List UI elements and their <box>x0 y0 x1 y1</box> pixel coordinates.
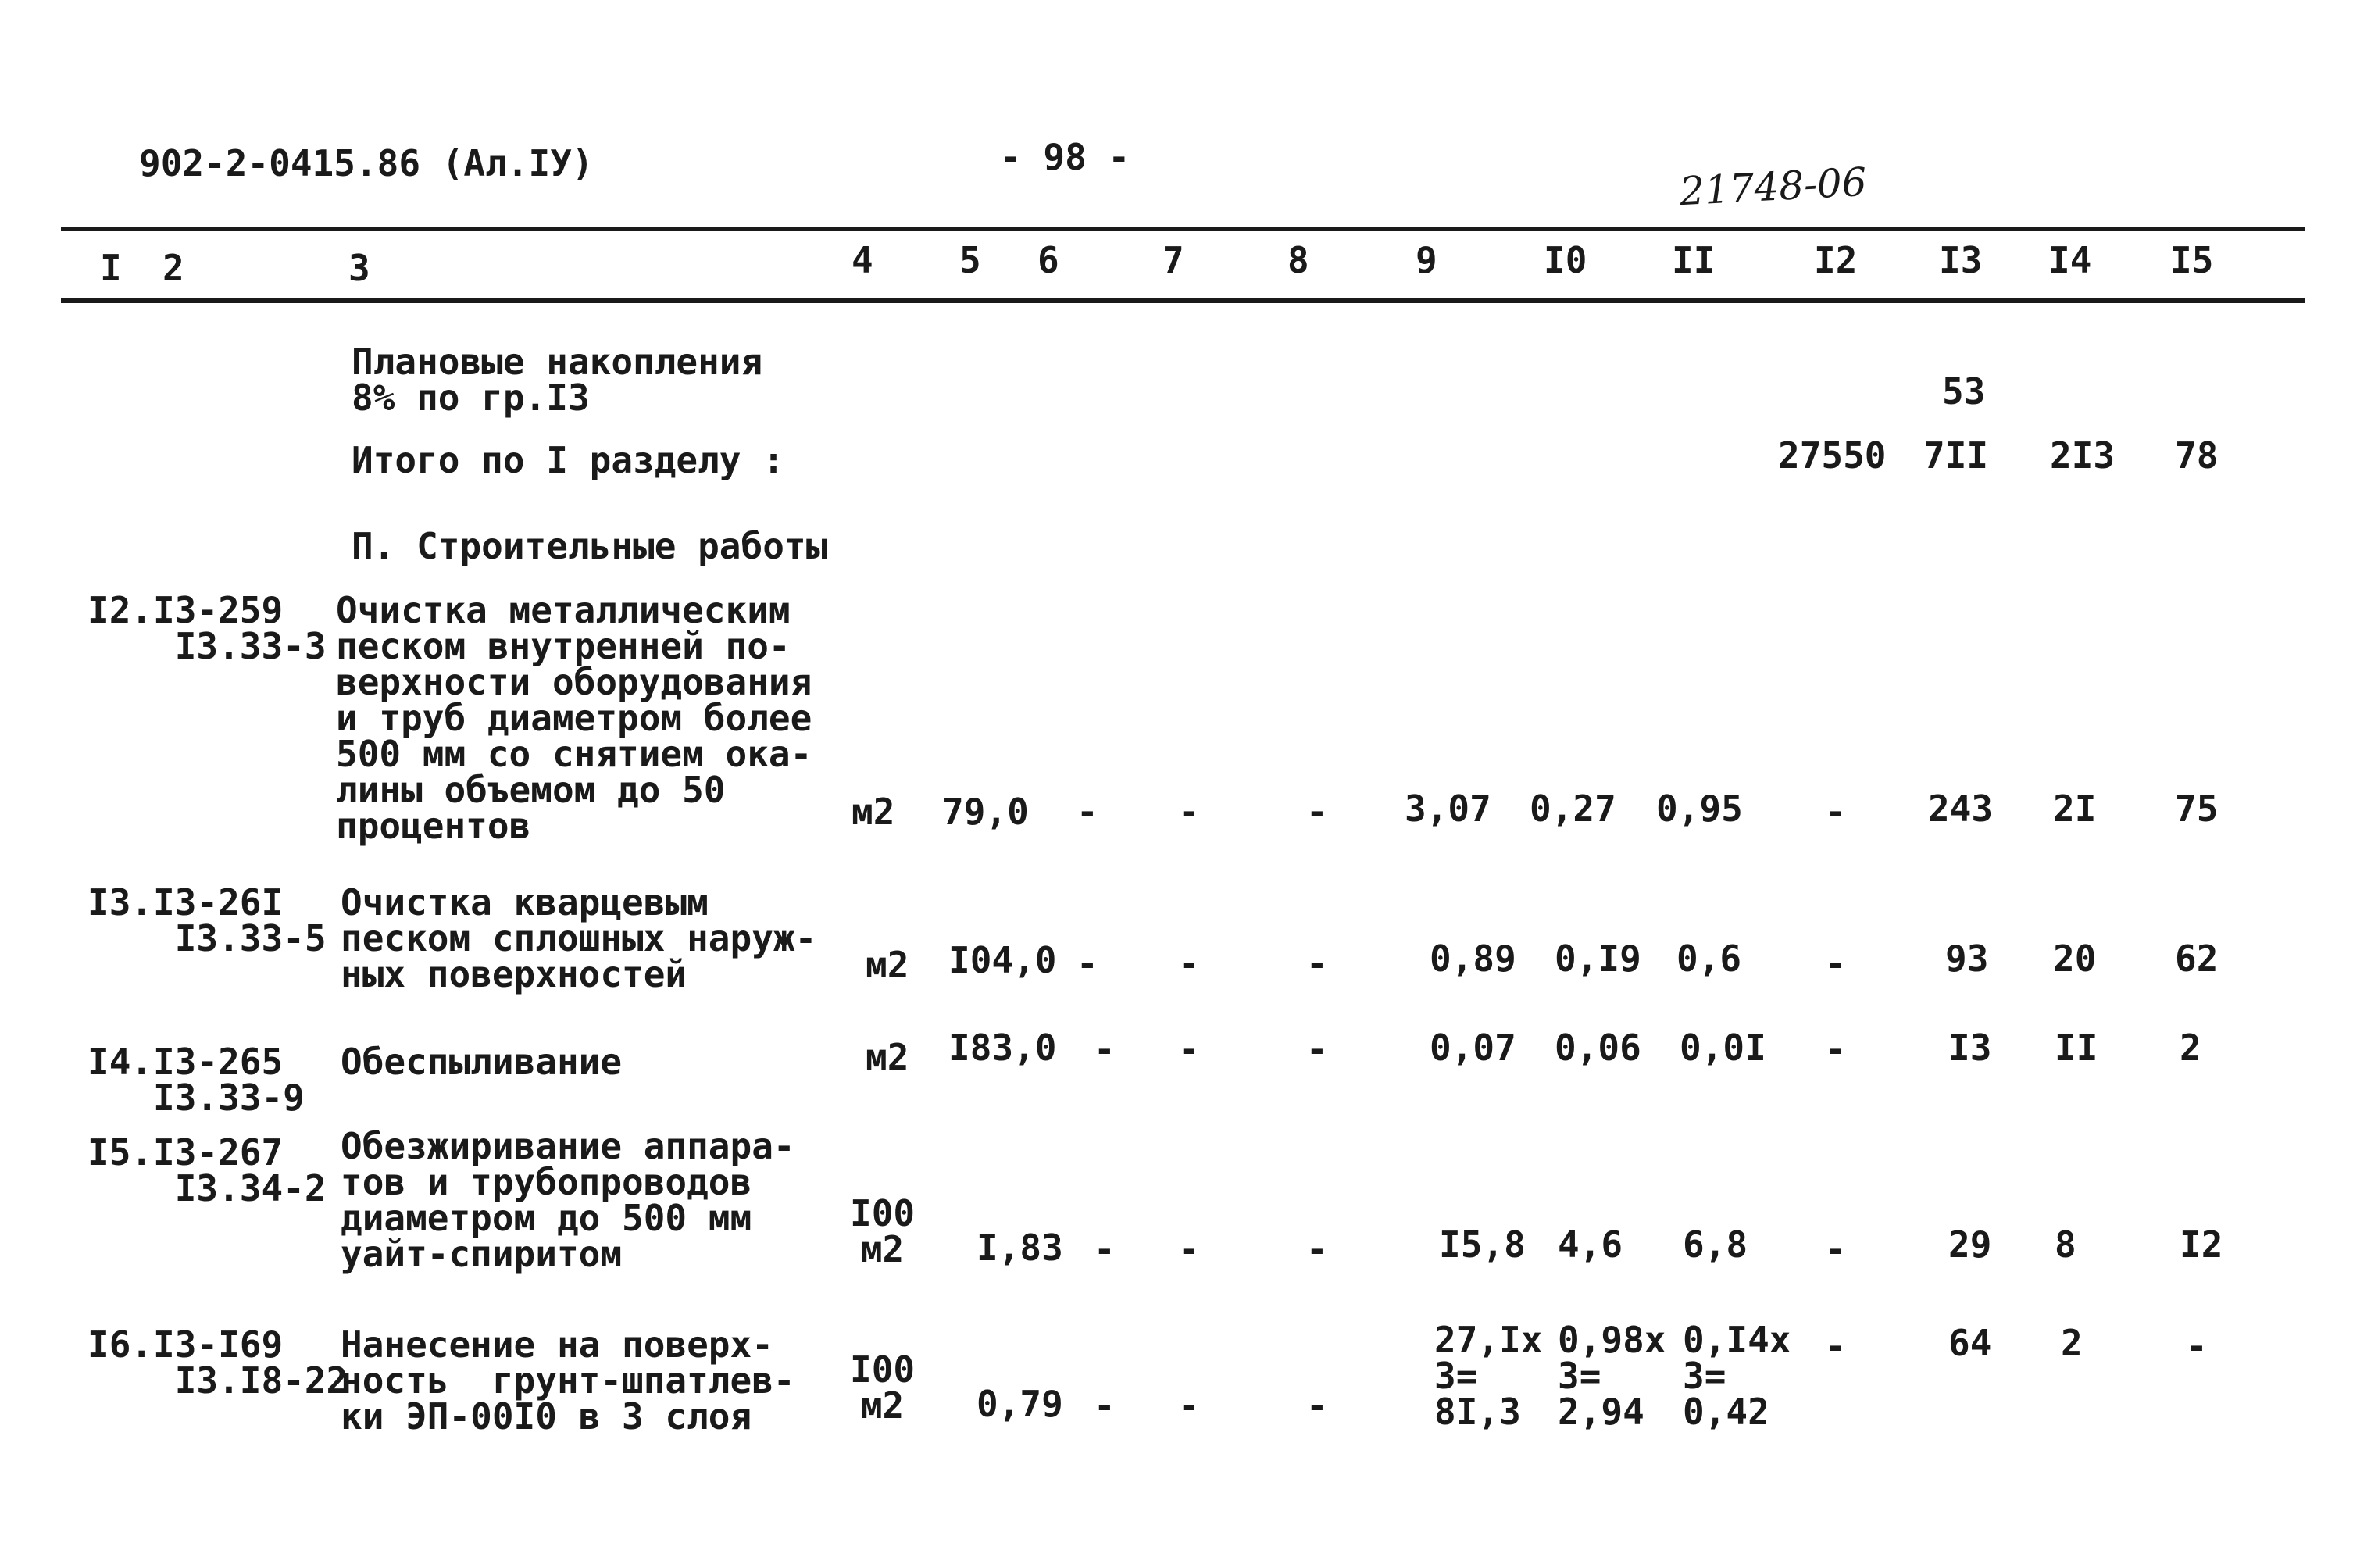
row-number: I5. <box>87 1131 153 1173</box>
column-header: 7 <box>1162 239 1184 281</box>
planned-savings-c13: 53 <box>1942 370 1986 413</box>
row-c8: - <box>1306 791 1328 833</box>
row-c7: - <box>1178 1028 1200 1070</box>
row-c7: - <box>1178 942 1200 984</box>
row-c13: 93 <box>1945 938 1989 980</box>
row-description: Нанесение на поверх- ность грунт-шпатлев- ки ЭП-00I0 в 3 слоя <box>341 1323 795 1438</box>
section-total-c15: 78 <box>2175 434 2219 477</box>
column-header: 2 <box>162 247 184 289</box>
row-c10: 0,27 <box>1530 788 1616 830</box>
row-c15: I2 <box>2180 1223 2223 1266</box>
section-total-c12: 27550 <box>1778 434 1887 477</box>
row-c13: 64 <box>1948 1322 1992 1364</box>
header-bottom-rule <box>61 298 2305 303</box>
row-unit: I00 м2 <box>850 1192 916 1270</box>
row-c7: - <box>1178 791 1200 833</box>
row-unit: м2 <box>866 1036 909 1078</box>
row-c9: 0,89 <box>1430 938 1516 980</box>
row-c15: 62 <box>2175 938 2219 980</box>
row-c9: 0,07 <box>1430 1027 1516 1069</box>
column-header: 5 <box>959 239 981 281</box>
section-total-label: Итого по I разделу : <box>352 439 784 481</box>
row-number: I2. <box>87 589 153 631</box>
row-c8: - <box>1306 1384 1328 1427</box>
column-header: I3 <box>1939 239 1983 281</box>
row-c12: - <box>1825 791 1847 833</box>
row-description: Очистка кварцевым песком сплошных наруж- ных поверхностей <box>341 881 817 995</box>
row-quantity: 79,0 <box>942 791 1029 833</box>
row-c12: - <box>1825 1028 1847 1070</box>
row-unit: I00 м2 <box>850 1348 916 1427</box>
row-code: I3-265 I3.33-9 <box>153 1041 305 1119</box>
row-c13: 29 <box>1948 1223 1992 1266</box>
row-description: Обезжиривание аппара- тов и трубопроводов диаметром до 500 мм уайт-спиритом <box>341 1125 795 1275</box>
column-header: 4 <box>852 239 873 281</box>
row-c15: - <box>2186 1325 2208 1367</box>
row-code: I3-26I I3.33-5 <box>153 881 327 959</box>
row-c11: 0,I4х 3= 0,42 <box>1683 1319 1791 1433</box>
row-code: I3-259 I3.33-3 <box>153 589 327 667</box>
row-c11: 6,8 <box>1683 1223 1748 1266</box>
row-description: Обеспыливание <box>341 1041 623 1083</box>
row-c14: 2 <box>2061 1322 2083 1364</box>
row-number: I4. <box>87 1041 153 1083</box>
row-c7: - <box>1178 1228 1200 1270</box>
row-c6: - <box>1077 942 1098 984</box>
row-description: Очистка металлическим песком внутренней по- верхности оборудования и труб диаметром более 500 мм со снятием ока- лины объемом до 50 процентов <box>336 589 812 847</box>
row-code: I3-I69 I3.I8-22 <box>153 1323 348 1402</box>
row-c9: 27,Iх 3= 8I,3 <box>1434 1319 1543 1433</box>
header-top-rule <box>61 227 2305 231</box>
inventory-number: 21748-06 <box>1678 159 1868 215</box>
column-header: I <box>100 247 122 289</box>
column-header: 6 <box>1037 239 1059 281</box>
row-unit: м2 <box>866 944 909 986</box>
row-c7: - <box>1178 1384 1200 1427</box>
row-c6: - <box>1094 1028 1116 1070</box>
column-header: II <box>1672 239 1716 281</box>
row-c10: 0,98х 3= 2,94 <box>1558 1319 1666 1433</box>
row-c6: - <box>1094 1384 1116 1427</box>
column-header: I2 <box>1814 239 1858 281</box>
planned-savings-label: Плановые накопления 8% по гр.I3 <box>352 341 763 419</box>
row-c10: 4,6 <box>1558 1223 1623 1266</box>
column-header: 9 <box>1416 239 1437 281</box>
row-c12: - <box>1825 942 1847 984</box>
row-c10: 0,I9 <box>1555 938 1641 980</box>
row-c13: 243 <box>1928 788 1994 830</box>
row-c11: 0,6 <box>1676 938 1742 980</box>
row-c14: 2I <box>2053 788 2097 830</box>
row-c12: - <box>1825 1228 1847 1270</box>
row-c9: I5,8 <box>1439 1223 1526 1266</box>
row-quantity: I04,0 <box>948 939 1057 981</box>
column-header: 3 <box>348 247 370 289</box>
row-c8: - <box>1306 942 1328 984</box>
row-c6: - <box>1094 1228 1116 1270</box>
section-total-c13: 7II <box>1923 434 1989 477</box>
column-header: I5 <box>2170 239 2214 281</box>
row-unit: м2 <box>852 791 895 833</box>
section-total-c14: 2I3 <box>2050 434 2116 477</box>
row-c10: 0,06 <box>1555 1027 1641 1069</box>
row-c11: 0,0I <box>1680 1027 1766 1069</box>
row-c12: - <box>1825 1325 1847 1367</box>
row-c8: - <box>1306 1228 1328 1270</box>
page-number: - 98 - <box>1000 136 1130 178</box>
row-number: I3. <box>87 881 153 923</box>
row-c9: 3,07 <box>1405 788 1491 830</box>
row-number: I6. <box>87 1323 153 1366</box>
column-header: I0 <box>1544 239 1587 281</box>
row-c15: 2 <box>2180 1027 2201 1069</box>
row-c8: - <box>1306 1028 1328 1070</box>
column-header: 8 <box>1287 239 1309 281</box>
column-header: I4 <box>2048 239 2092 281</box>
row-c14: 20 <box>2053 938 2097 980</box>
row-code: I3-267 I3.34-2 <box>153 1131 327 1209</box>
section-title: П. Строительные работы <box>352 525 828 567</box>
row-c14: II <box>2055 1027 2098 1069</box>
row-c14: 8 <box>2055 1223 2076 1266</box>
row-c11: 0,95 <box>1656 788 1743 830</box>
row-c6: - <box>1077 791 1098 833</box>
row-quantity: I83,0 <box>948 1027 1057 1069</box>
document-code: 902-2-0415.86 (Ал.IУ) <box>139 142 594 184</box>
row-quantity: 0,79 <box>977 1383 1063 1425</box>
row-c15: 75 <box>2175 788 2219 830</box>
row-c13: I3 <box>1948 1027 1992 1069</box>
row-quantity: I,83 <box>977 1227 1063 1269</box>
